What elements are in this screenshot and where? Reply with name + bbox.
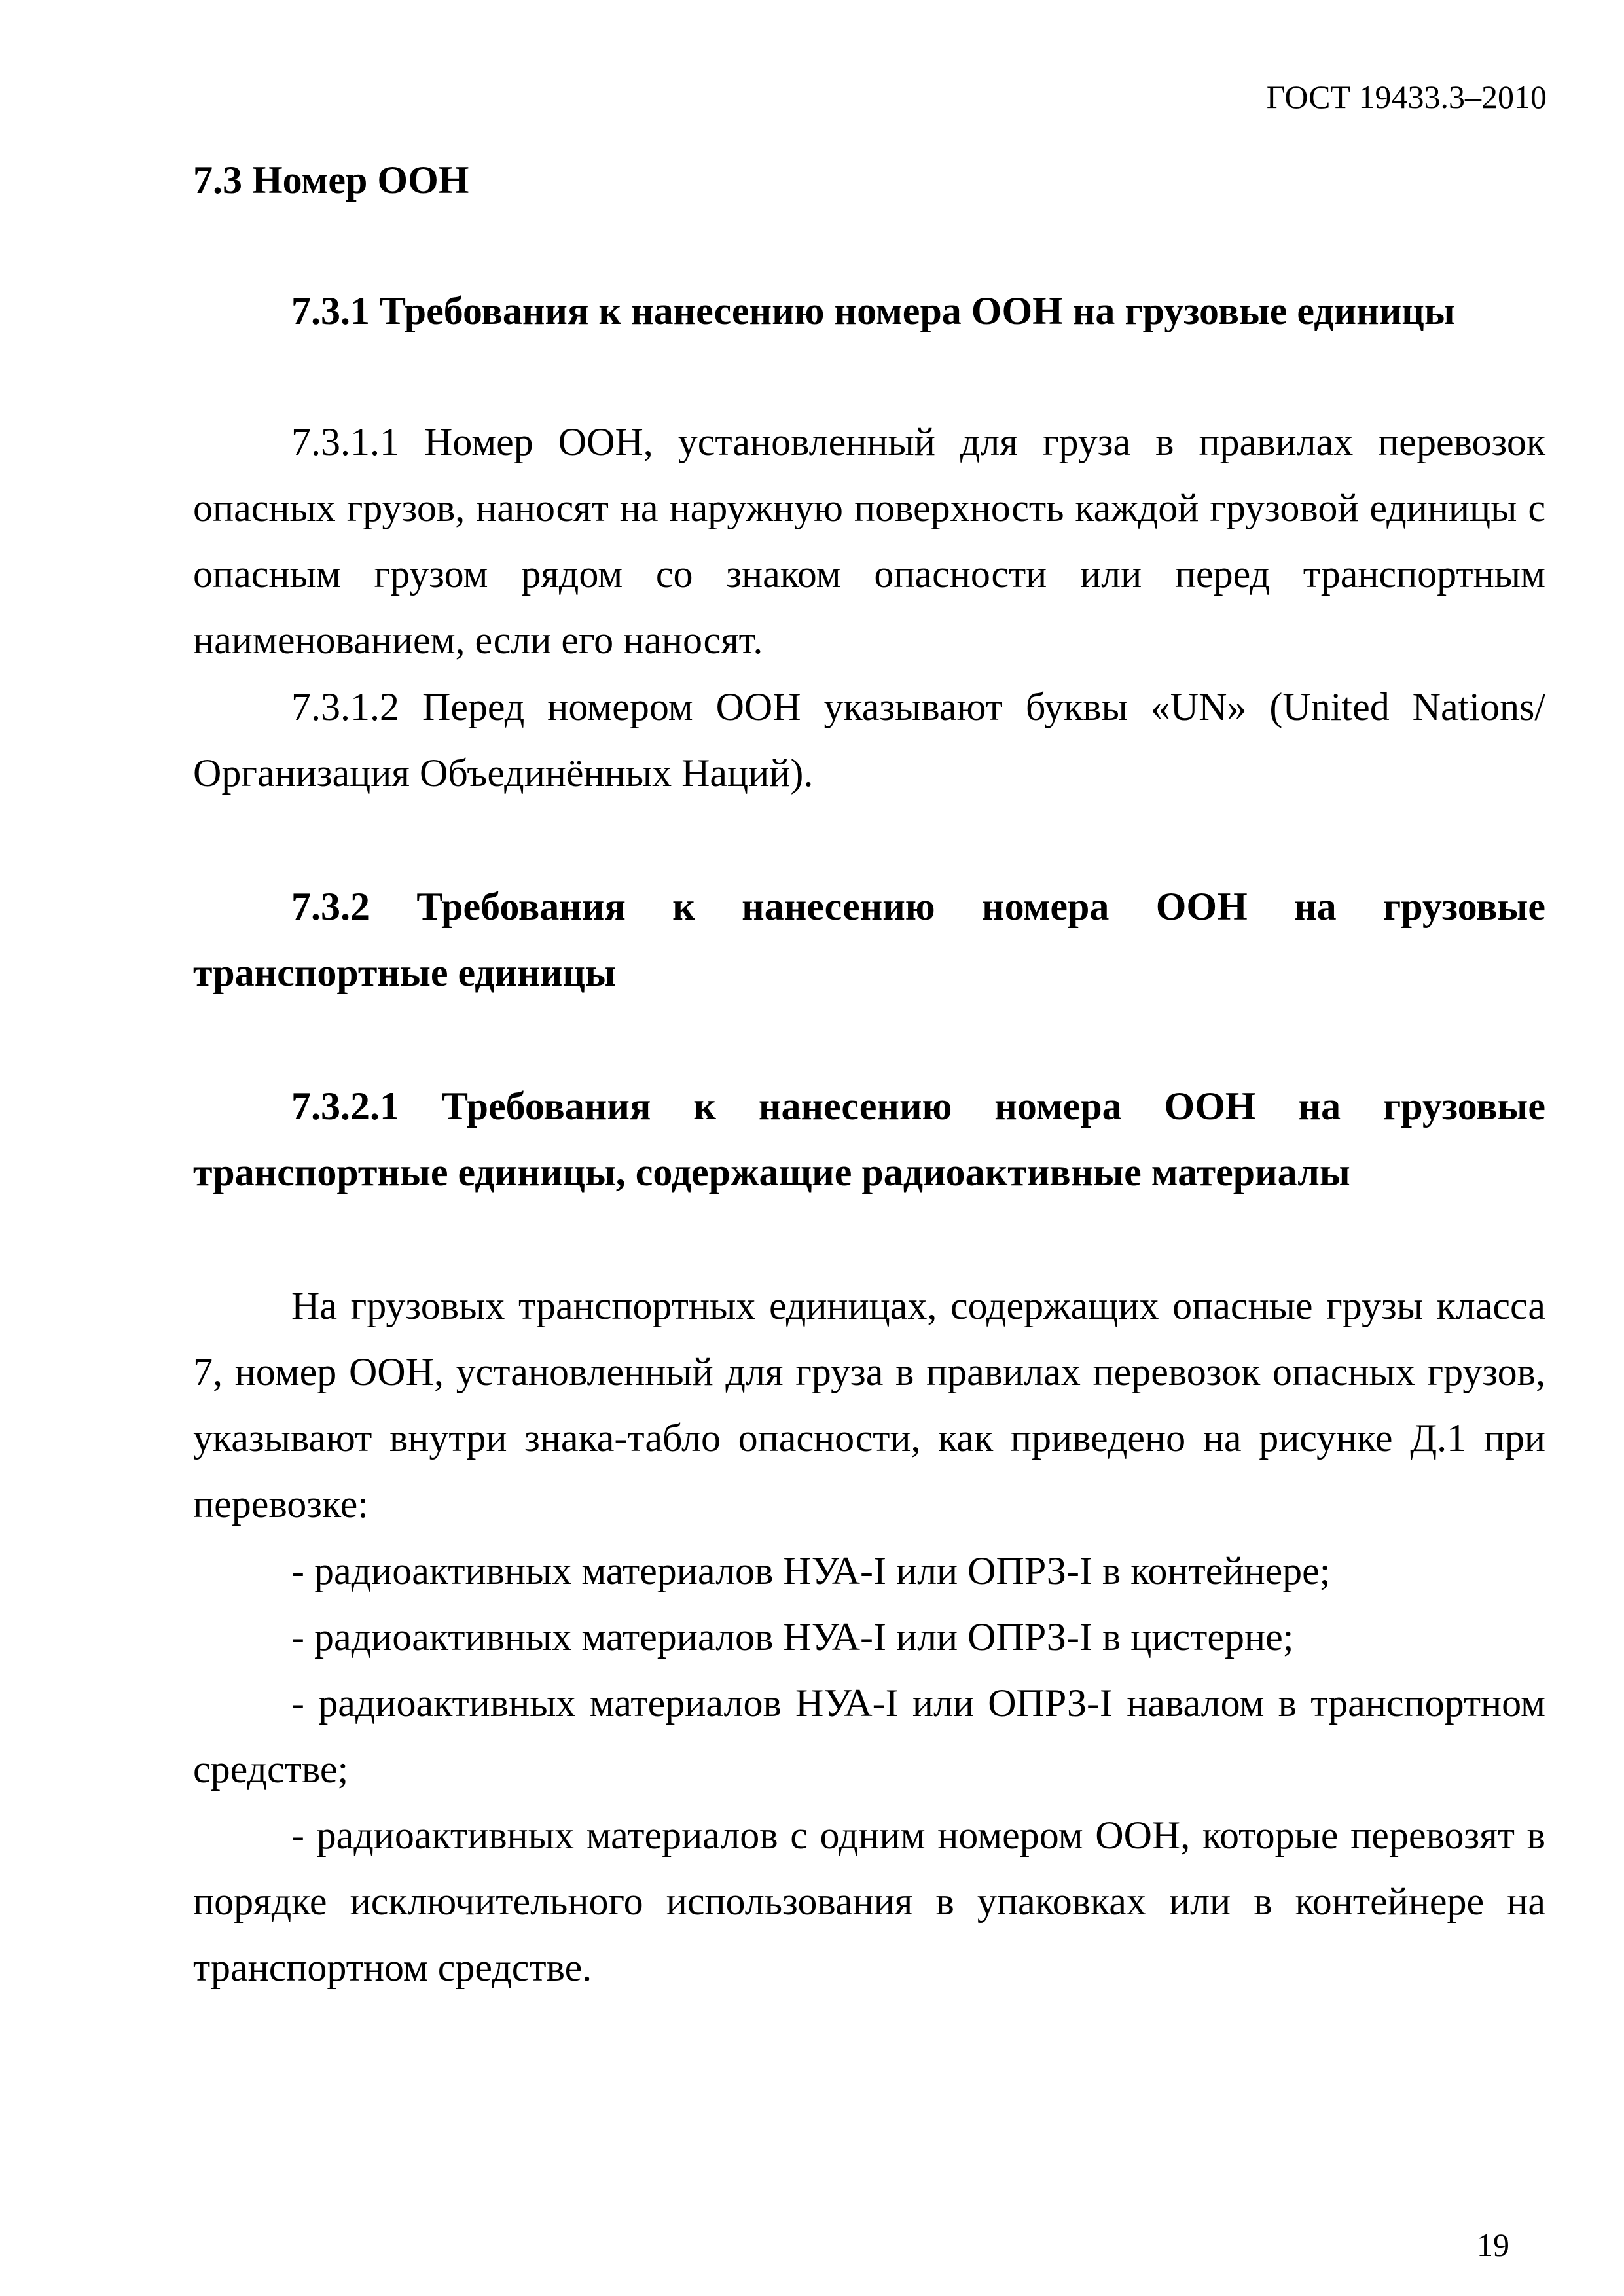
paragraph-intro: На грузовых транспортных единицах, содержащих опасные грузы класса 7, номер ООН, установленный для груза в правилах перевозок опасных грузов, указывают внутри знака-табло опасности, как приведено на рисунке Д.1 при перевозке: xyxy=(193,1284,1545,1526)
page-number: 19 xyxy=(1477,2227,1509,2263)
list-item: - радиоактивных материалов с одним номером ООН, которые перевозят в порядке исключительного использования в упаковках или в контейнере на транспортном средстве. xyxy=(193,1814,1545,1989)
paragraph-7-3-1-1: 7.3.1.1 Номер ООН, установленный для груза в правилах перевозок опасных грузов, наносят на наружную поверхность каждой грузовой единицы с опасным грузом рядом со знаком опасности или перед транспортным наименованием, если его наносят. xyxy=(193,420,1545,662)
paragraph-7-3-1-2: 7.3.1.2 Перед номером ООН указывают буквы «UN» (United Nations/Организация Объединённых Наций). xyxy=(193,685,1545,795)
list-item: - радиоактивных материалов НУА-I или ОПРЗ-I в контейнере; xyxy=(291,1549,1331,1592)
subsection-heading-7-3-2: 7.3.2 Требования к нанесению номера ООН на грузовые транспортные единицы xyxy=(193,885,1545,994)
subsection-heading-7-3-1: 7.3.1 Требования к нанесению номера ООН на грузовые единицы xyxy=(291,289,1455,332)
section-heading: 7.3 Номер ООН xyxy=(193,158,469,202)
subsection-heading-7-3-2-1: 7.3.2.1 Требования к нанесению номера ООН на грузовые транспортные единицы, содержащие радиоактивные материалы xyxy=(193,1085,1545,1194)
list-item: - радиоактивных материалов НУА-I или ОПРЗ-I навалом в транспортном средстве; xyxy=(193,1681,1545,1791)
list-item: - радиоактивных материалов НУА-I или ОПРЗ-I в цистерне; xyxy=(291,1615,1294,1659)
standard-header: ГОСТ 19433.3–2010 xyxy=(1266,79,1547,115)
